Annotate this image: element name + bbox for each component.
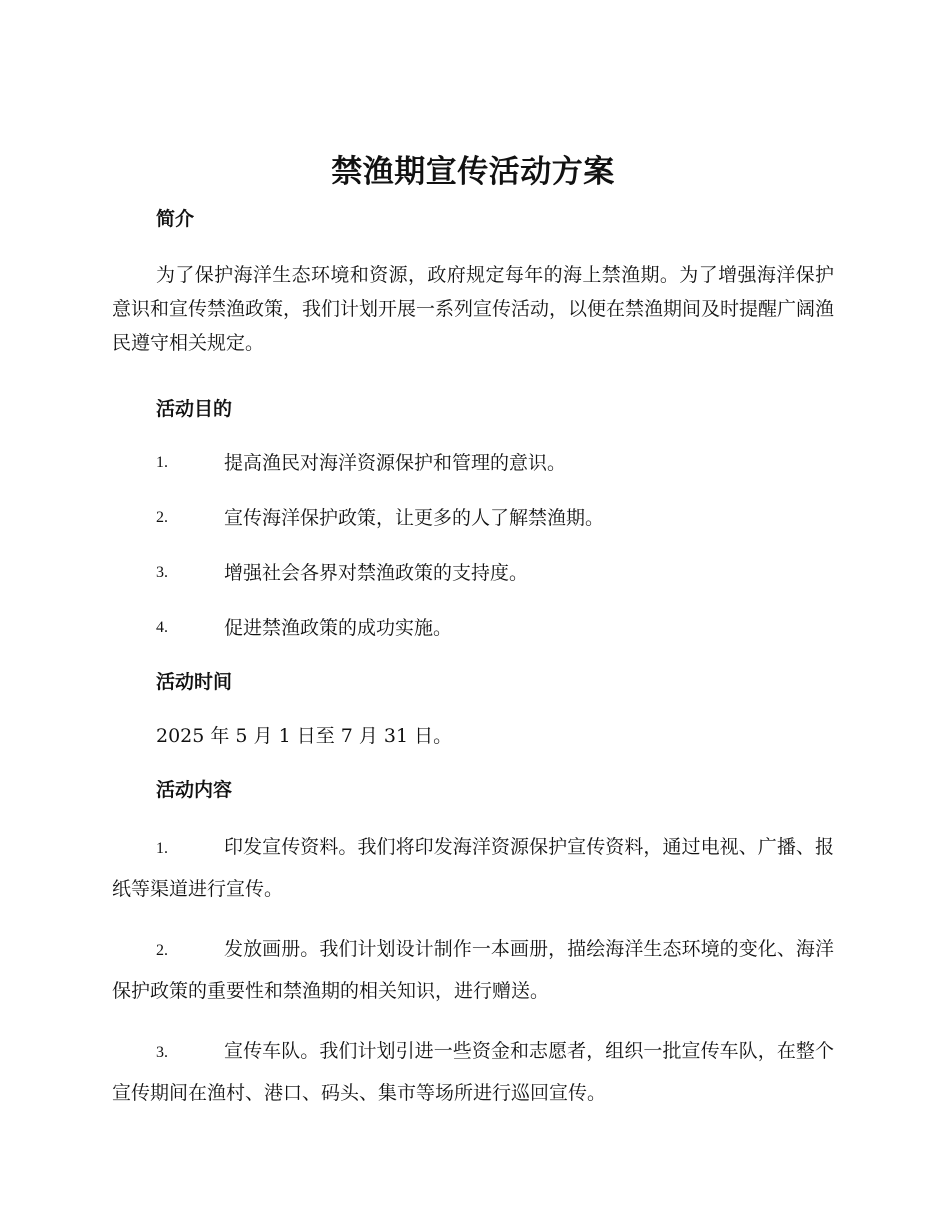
list-number: 1. — [156, 454, 168, 471]
list-number: 3. — [156, 1044, 168, 1061]
purpose-item — [112, 556, 834, 590]
section-heading-intro: 简介 — [156, 208, 195, 230]
document-title: 禁渔期宣传活动方案 — [331, 154, 615, 190]
list-text: 宣传车队。我们计划引进一些资金和志愿者，组织一批宣传车队，在整个宣传期间在渔村、港口、码头、集市等场所进行巡回宣传。 — [112, 1040, 834, 1104]
list-text: 提高渔民对海洋资源保护和管理的意识。 — [224, 452, 567, 474]
purpose-item — [112, 611, 834, 645]
list-number: 3. — [156, 564, 168, 581]
list-text: 发放画册。我们计划设计制作一本画册，描绘海洋生态环境的变化、海洋保护政策的重要性和禁渔期的相关知识，进行赠送。 — [112, 938, 834, 1002]
section-heading-purpose: 活动目的 — [156, 398, 233, 420]
list-text: 印发宣传资料。我们将印发海洋资源保护宣传资料，通过电视、广播、报纸等渠道进行宣传。 — [112, 836, 834, 900]
purpose-item — [112, 446, 834, 480]
section-heading-content: 活动内容 — [156, 779, 233, 801]
list-text: 宣传海洋保护政策，让更多的人了解禁渔期。 — [224, 507, 605, 529]
list-number: 1. — [156, 840, 168, 857]
document-page — [112, 150, 834, 1126]
list-number: 2. — [156, 509, 168, 526]
list-text: 促进禁渔政策的成功实施。 — [224, 617, 453, 639]
section-heading-time: 活动时间 — [156, 671, 233, 693]
intro-paragraph: 为了保护海洋生态环境和资源，政府规定每年的海上禁渔期。为了增强海洋保护意识和宣传禁渔政策，我们计划开展一系列宣传活动，以便在禁渔期间及时提醒广阔渔民遵守相关规定。 — [112, 264, 835, 354]
list-number: 4. — [156, 619, 168, 636]
content-list — [112, 827, 834, 1114]
content-item — [112, 1031, 834, 1114]
content-item — [112, 827, 834, 910]
list-text: 增强社会各界对禁渔政策的支持度。 — [224, 562, 529, 584]
purpose-list — [112, 446, 834, 645]
list-number: 2. — [156, 942, 168, 959]
purpose-item — [112, 501, 834, 535]
content-item — [112, 929, 834, 1012]
time-paragraph: 2025 年 5 月 1 日至 7 月 31 日。 — [156, 725, 453, 747]
